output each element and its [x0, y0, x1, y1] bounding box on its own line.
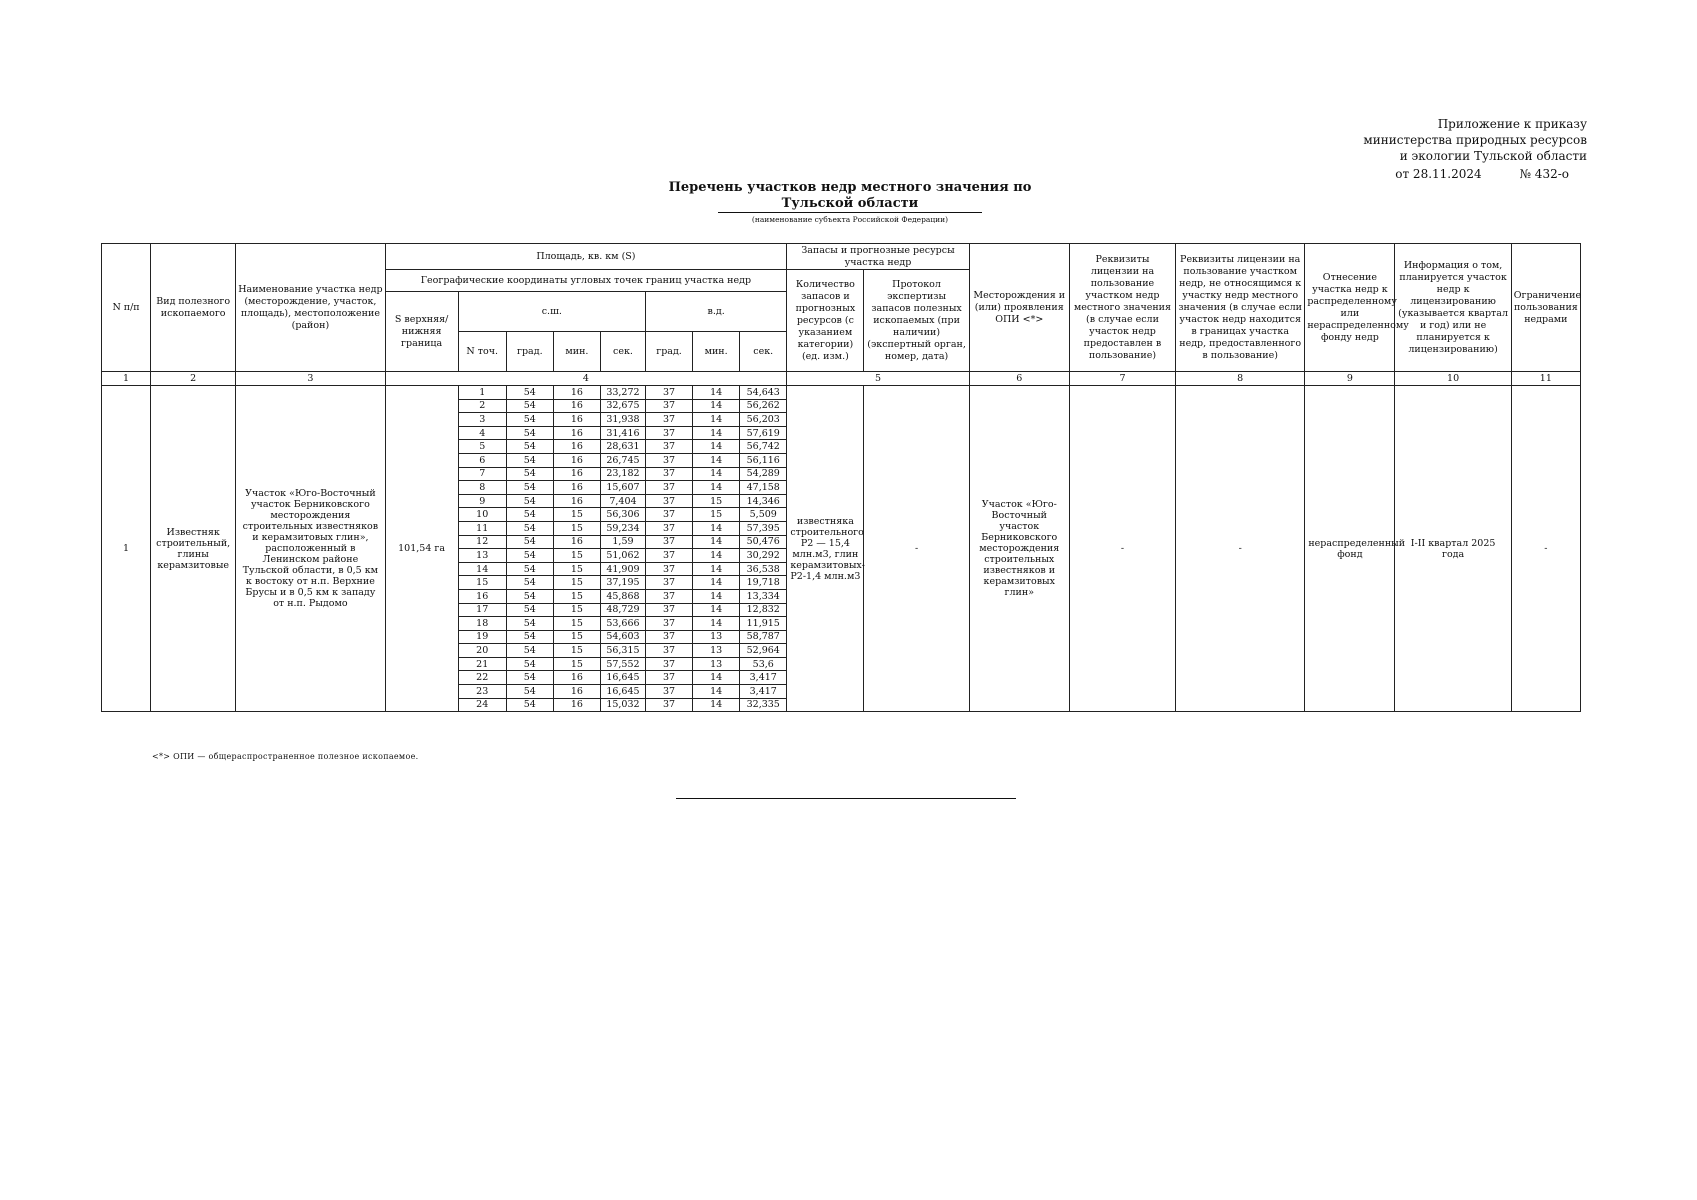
lat-min: 16	[553, 426, 600, 440]
row-license-other: -	[1176, 386, 1305, 712]
lat-sec: 32,675	[600, 399, 645, 413]
lat-sec: 16,645	[600, 685, 645, 699]
lat-min: 16	[553, 671, 600, 685]
lat-deg: 54	[506, 644, 553, 658]
lon-sec: 12,832	[740, 603, 787, 617]
lon-min: 14	[693, 576, 740, 590]
lon-sec: 19,718	[740, 576, 787, 590]
lon-sec: 50,476	[740, 535, 787, 549]
lat-deg: 54	[506, 413, 553, 427]
lat-deg: 54	[506, 576, 553, 590]
lat-deg: 54	[506, 481, 553, 495]
lat-deg: 54	[506, 440, 553, 454]
title-line1: Перечень участков недр местного значения по	[668, 180, 1032, 195]
appendix-dateline	[1363, 166, 1587, 182]
lon-deg: 37	[646, 535, 693, 549]
lon-min: 14	[693, 453, 740, 467]
point-number: 6	[458, 453, 506, 467]
colnum-1: 1	[102, 372, 151, 386]
lon-sec: 56,742	[740, 440, 787, 454]
header-qty: Количество запасов и прогнозных ресурсов (с указанием категории) (ед. изм.)	[787, 270, 864, 372]
lon-min: 14	[693, 386, 740, 400]
header-point-number: N точ.	[458, 332, 506, 372]
point-number: 2	[458, 399, 506, 413]
lat-deg: 54	[506, 657, 553, 671]
lon-sec: 57,395	[740, 521, 787, 535]
point-number: 15	[458, 576, 506, 590]
lat-sec: 57,552	[600, 657, 645, 671]
lat-min: 15	[553, 549, 600, 563]
lat-min: 15	[553, 589, 600, 603]
lon-min: 15	[693, 494, 740, 508]
header-license-other: Реквизиты лицензии на пользование участком недр, не относящимся к участку недр местного значения (в случае если участок недр находится в границах участка недр, предоставленного в пользование)	[1176, 244, 1305, 372]
lon-deg: 37	[646, 386, 693, 400]
lat-min: 15	[553, 576, 600, 590]
lat-deg: 54	[506, 467, 553, 481]
lat-deg: 54	[506, 630, 553, 644]
lon-min: 14	[693, 671, 740, 685]
point-number: 21	[458, 657, 506, 671]
lat-min: 15	[553, 630, 600, 644]
appendix-line3: и экологии Тульской области	[1399, 149, 1587, 163]
lon-min: 14	[693, 617, 740, 631]
lon-min: 14	[693, 399, 740, 413]
lon-deg: 37	[646, 426, 693, 440]
lat-deg: 54	[506, 453, 553, 467]
lat-sec: 26,745	[600, 453, 645, 467]
point-number: 20	[458, 644, 506, 658]
header-lon-sec: сек.	[740, 332, 787, 372]
lon-deg: 37	[646, 685, 693, 699]
lat-sec: 56,306	[600, 508, 645, 522]
lat-sec: 15,032	[600, 698, 645, 712]
lon-deg: 37	[646, 399, 693, 413]
lat-min: 16	[553, 467, 600, 481]
header-npp: N п/п	[102, 244, 151, 372]
lat-deg: 54	[506, 671, 553, 685]
lon-sec: 30,292	[740, 549, 787, 563]
lon-sec: 54,643	[740, 386, 787, 400]
lon-min: 15	[693, 508, 740, 522]
lat-deg: 54	[506, 508, 553, 522]
lat-sec: 37,195	[600, 576, 645, 590]
lat-min: 16	[553, 698, 600, 712]
lat-min: 16	[553, 453, 600, 467]
lat-sec: 31,938	[600, 413, 645, 427]
lat-sec: 48,729	[600, 603, 645, 617]
end-divider	[676, 798, 1016, 799]
lon-min: 14	[693, 521, 740, 535]
lat-sec: 7,404	[600, 494, 645, 508]
subsoil-sites-table	[101, 243, 1581, 712]
lon-sec: 11,915	[740, 617, 787, 631]
colnum-4: 4	[385, 372, 787, 386]
lon-sec: 47,158	[740, 481, 787, 495]
lon-sec: 56,203	[740, 413, 787, 427]
header-deposit: Месторождения и (или) проявления ОПИ <*>	[969, 244, 1069, 372]
lon-deg: 37	[646, 698, 693, 712]
lon-min: 14	[693, 426, 740, 440]
lon-deg: 37	[646, 494, 693, 508]
point-number: 13	[458, 549, 506, 563]
title-sub: (наименование субъекта Российской Федерации)	[751, 215, 949, 224]
lon-deg: 37	[646, 481, 693, 495]
lat-deg: 54	[506, 603, 553, 617]
lat-sec: 59,234	[600, 521, 645, 535]
lon-deg: 37	[646, 576, 693, 590]
lat-min: 16	[553, 481, 600, 495]
row-qty: известняка строительного Р2 — 15,4 млн.м3, глин керамзитовых- Р2-1,4 млн.м3	[787, 386, 864, 712]
header-restriction: Ограничение пользования недрами	[1511, 244, 1580, 372]
lat-deg: 54	[506, 535, 553, 549]
point-number: 24	[458, 698, 506, 712]
lon-deg: 37	[646, 562, 693, 576]
title-region: Тульской области	[718, 196, 983, 213]
lat-min: 15	[553, 617, 600, 631]
lat-deg: 54	[506, 494, 553, 508]
lon-min: 13	[693, 644, 740, 658]
lon-sec: 32,335	[740, 698, 787, 712]
point-number: 3	[458, 413, 506, 427]
header-lat-min: мин.	[553, 332, 600, 372]
lon-deg: 37	[646, 549, 693, 563]
lon-deg: 37	[646, 413, 693, 427]
lon-deg: 37	[646, 657, 693, 671]
header-lon: в.д.	[646, 292, 787, 332]
lat-min: 16	[553, 535, 600, 549]
colnum-7: 7	[1069, 372, 1175, 386]
document-title	[600, 180, 1100, 225]
lon-min: 14	[693, 413, 740, 427]
lon-min: 13	[693, 657, 740, 671]
lat-sec: 33,272	[600, 386, 645, 400]
colnum-6: 6	[969, 372, 1069, 386]
lat-deg: 54	[506, 685, 553, 699]
lat-deg: 54	[506, 549, 553, 563]
lon-sec: 5,509	[740, 508, 787, 522]
lon-deg: 37	[646, 630, 693, 644]
lat-min: 15	[553, 521, 600, 535]
lat-min: 15	[553, 508, 600, 522]
lon-min: 14	[693, 440, 740, 454]
lon-min: 14	[693, 481, 740, 495]
lon-sec: 53,6	[740, 657, 787, 671]
lat-deg: 54	[506, 399, 553, 413]
lon-deg: 37	[646, 617, 693, 631]
appendix-line2: министерства природных ресурсов	[1363, 133, 1587, 147]
point-number: 17	[458, 603, 506, 617]
lon-min: 14	[693, 603, 740, 617]
lon-deg: 37	[646, 521, 693, 535]
row-fund: нераспределенный фонд	[1305, 386, 1395, 712]
header-site: Наименование участка недр (месторождение, участок, площадь), местоположение (район)	[236, 244, 385, 372]
point-number: 4	[458, 426, 506, 440]
lat-deg: 54	[506, 426, 553, 440]
point-number: 23	[458, 685, 506, 699]
appendix-line1: Приложение к приказу	[1437, 117, 1587, 131]
header-license-local: Реквизиты лицензии на пользование участком недр местного значения (в случае если участок недр предоставлен в пользование)	[1069, 244, 1175, 372]
lat-min: 15	[553, 657, 600, 671]
row-license-local: -	[1069, 386, 1175, 712]
colnum-11: 11	[1511, 372, 1580, 386]
point-number: 5	[458, 440, 506, 454]
point-number: 22	[458, 671, 506, 685]
lon-deg: 37	[646, 508, 693, 522]
lat-sec: 1,59	[600, 535, 645, 549]
lon-sec: 54,289	[740, 467, 787, 481]
lat-min: 16	[553, 440, 600, 454]
header-lat-deg: град.	[506, 332, 553, 372]
point-number: 14	[458, 562, 506, 576]
lon-deg: 37	[646, 671, 693, 685]
lon-sec: 3,417	[740, 671, 787, 685]
lon-min: 14	[693, 549, 740, 563]
lon-sec: 13,334	[740, 589, 787, 603]
header-lat-sec: сек.	[600, 332, 645, 372]
colnum-10: 10	[1395, 372, 1511, 386]
lat-deg: 54	[506, 386, 553, 400]
colnum-8: 8	[1176, 372, 1305, 386]
lon-min: 14	[693, 589, 740, 603]
lat-min: 16	[553, 386, 600, 400]
lat-sec: 28,631	[600, 440, 645, 454]
row-number: 1	[102, 386, 151, 712]
lat-min: 16	[553, 494, 600, 508]
header-s: S верхняя/нижняя граница	[385, 292, 458, 372]
colnum-2: 2	[151, 372, 236, 386]
lon-min: 14	[693, 562, 740, 576]
row-mineral: Известняк строительный, глины керамзитовые	[151, 386, 236, 712]
header-lon-deg: град.	[646, 332, 693, 372]
lon-deg: 37	[646, 644, 693, 658]
coordinate-row	[102, 386, 1581, 400]
appendix-number: № 432-о	[1519, 167, 1569, 181]
lat-min: 16	[553, 399, 600, 413]
lat-sec: 15,607	[600, 481, 645, 495]
lat-sec: 53,666	[600, 617, 645, 631]
lon-sec: 56,116	[740, 453, 787, 467]
footnote: <*> ОПИ — общераспространенное полезное ископаемое.	[152, 752, 419, 761]
lat-sec: 45,868	[600, 589, 645, 603]
lon-sec: 57,619	[740, 426, 787, 440]
header-fund: Отнесение участка недр к распределенному или нераспределенному фонду недр	[1305, 244, 1395, 372]
lon-deg: 37	[646, 589, 693, 603]
header-protocol: Протокол экспертизы запасов полезных ископаемых (при наличии) (экспертный орган, номер, дата)	[864, 270, 969, 372]
lat-min: 15	[553, 603, 600, 617]
lat-sec: 54,603	[600, 630, 645, 644]
point-number: 19	[458, 630, 506, 644]
lon-deg: 37	[646, 603, 693, 617]
header-lat: с.ш.	[458, 292, 645, 332]
header-planning: Информация о том, планируется участок недр к лицензированию (указывается квартал и год) или не планируется к лицензированию)	[1395, 244, 1511, 372]
row-protocol: -	[864, 386, 969, 712]
lon-sec: 56,262	[740, 399, 787, 413]
lat-min: 16	[553, 685, 600, 699]
appendix-date: от 28.11.2024	[1395, 167, 1482, 181]
lon-min: 14	[693, 698, 740, 712]
point-number: 7	[458, 467, 506, 481]
row-restriction: -	[1511, 386, 1580, 712]
lat-deg: 54	[506, 562, 553, 576]
lon-min: 14	[693, 467, 740, 481]
header-mineral: Вид полезного ископаемого	[151, 244, 236, 372]
header-area: Площадь, кв. км (S)	[385, 244, 787, 270]
colnum-3: 3	[236, 372, 385, 386]
lat-sec: 51,062	[600, 549, 645, 563]
lon-deg: 37	[646, 467, 693, 481]
colnum-5: 5	[787, 372, 969, 386]
lon-sec: 58,787	[740, 630, 787, 644]
lon-deg: 37	[646, 453, 693, 467]
header-lon-min: мин.	[693, 332, 740, 372]
lon-deg: 37	[646, 440, 693, 454]
lat-min: 15	[553, 562, 600, 576]
lat-sec: 31,416	[600, 426, 645, 440]
lat-min: 16	[553, 413, 600, 427]
appendix-block	[1363, 116, 1587, 182]
row-planning: I-II квартал 2025 года	[1395, 386, 1511, 712]
lon-sec: 3,417	[740, 685, 787, 699]
lat-deg: 54	[506, 698, 553, 712]
point-number: 1	[458, 386, 506, 400]
row-deposit: Участок «Юго-Восточный участок Берниковского месторождения строительных известняков и керамзитовых глин»	[969, 386, 1069, 712]
lon-min: 14	[693, 535, 740, 549]
point-number: 10	[458, 508, 506, 522]
lon-min: 14	[693, 685, 740, 699]
lat-min: 15	[553, 644, 600, 658]
point-number: 11	[458, 521, 506, 535]
header-reserves: Запасы и прогнозные ресурсы участка недр	[787, 244, 969, 270]
row-area: 101,54 га	[385, 386, 458, 712]
point-number: 9	[458, 494, 506, 508]
lon-sec: 36,538	[740, 562, 787, 576]
point-number: 16	[458, 589, 506, 603]
lat-deg: 54	[506, 521, 553, 535]
lon-sec: 14,346	[740, 494, 787, 508]
point-number: 12	[458, 535, 506, 549]
lat-deg: 54	[506, 617, 553, 631]
lat-deg: 54	[506, 589, 553, 603]
lat-sec: 41,909	[600, 562, 645, 576]
header-geo: Географические координаты угловых точек границ участка недр	[385, 270, 787, 292]
lon-sec: 52,964	[740, 644, 787, 658]
lon-min: 13	[693, 630, 740, 644]
lat-sec: 56,315	[600, 644, 645, 658]
point-number: 18	[458, 617, 506, 631]
colnum-9: 9	[1305, 372, 1395, 386]
lat-sec: 16,645	[600, 671, 645, 685]
lat-sec: 23,182	[600, 467, 645, 481]
point-number: 8	[458, 481, 506, 495]
row-site: Участок «Юго-Восточный участок Берниковского месторождения строительных известняков и керамзитовых глин», расположенный в Ленинском районе Тульской области, в 0,5 км к востоку от н.п. Верхние Брусы и в 0,5 км к западу от н.п. Рыдомо	[236, 386, 385, 712]
